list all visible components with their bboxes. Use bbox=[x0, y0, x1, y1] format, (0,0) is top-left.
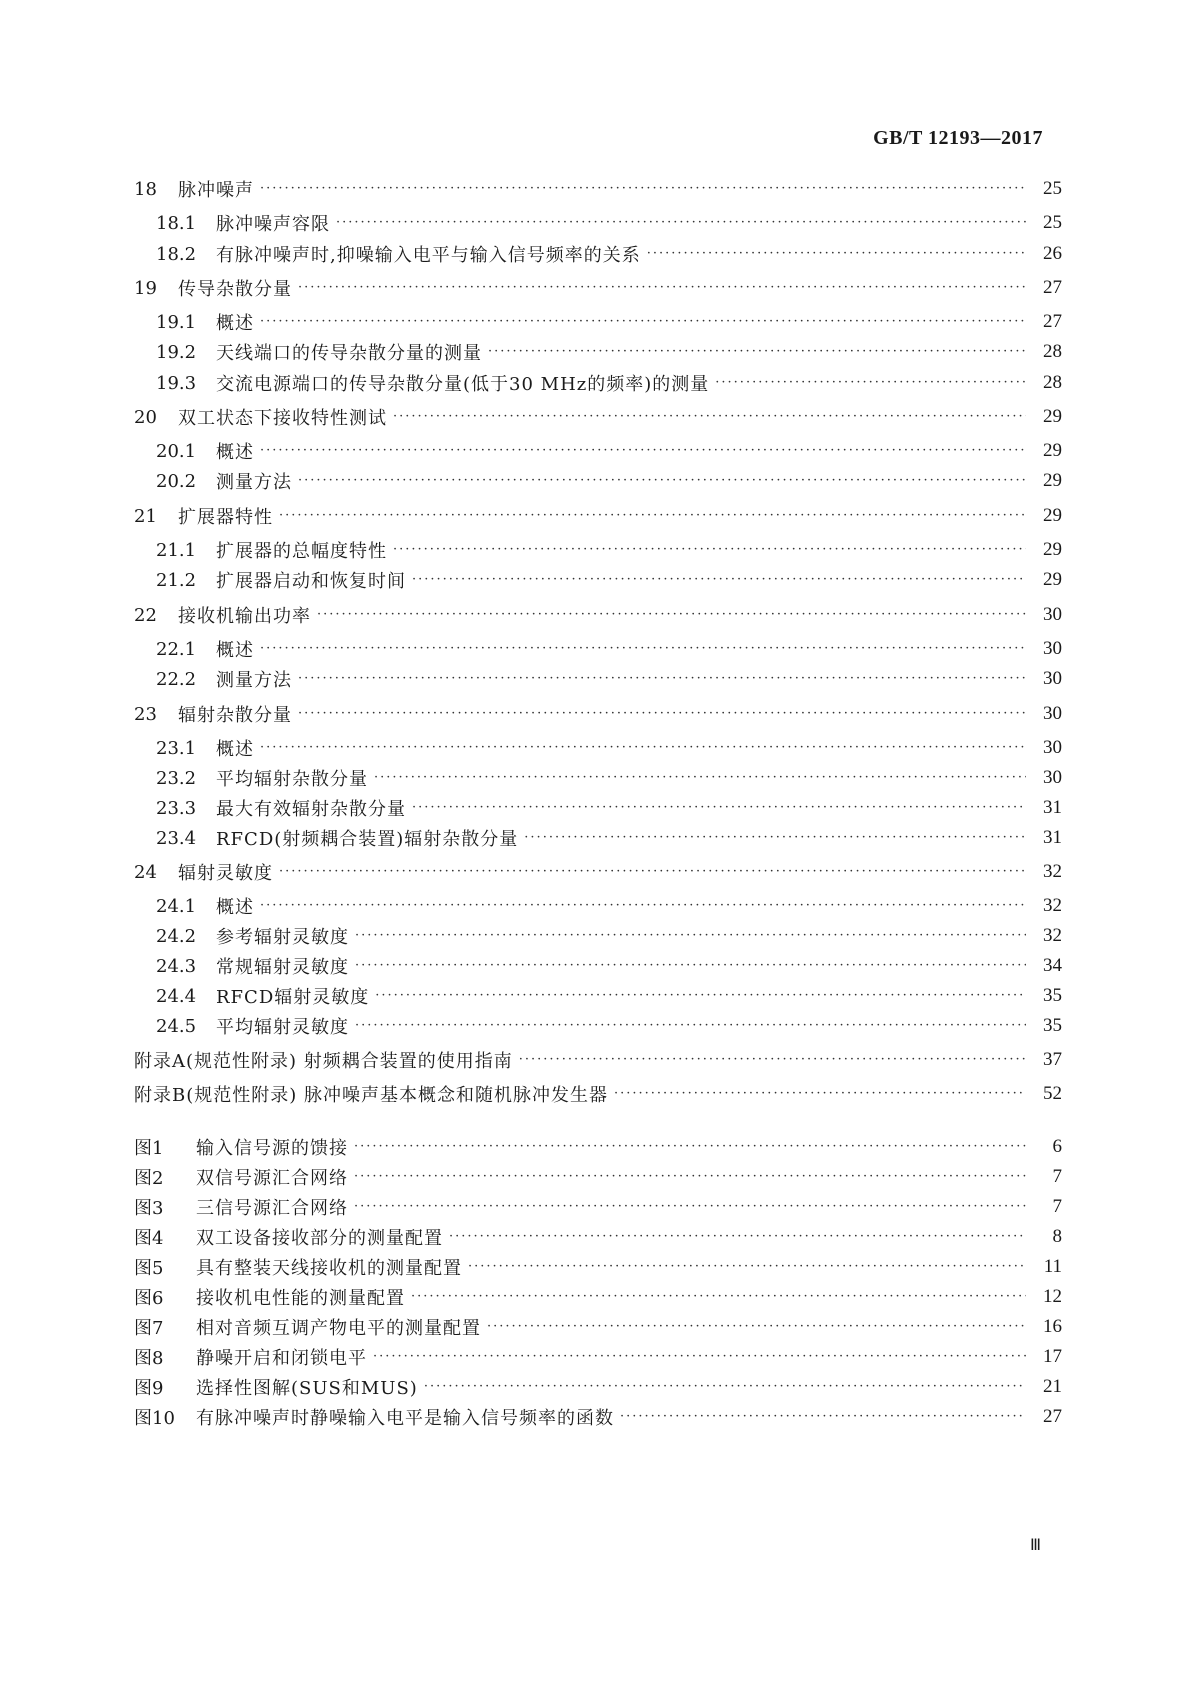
toc-entry-number: 20 bbox=[134, 406, 157, 428]
toc-entry-title: 常规辐射灵敏度 bbox=[216, 957, 349, 978]
toc-entry bbox=[156, 636, 1062, 662]
toc-entry-number: 20.1 bbox=[156, 440, 197, 462]
figure-page: 12 bbox=[1043, 1286, 1062, 1307]
toc-entry-number: 23.1 bbox=[156, 737, 197, 759]
toc-entry-number: 18 bbox=[134, 178, 157, 200]
toc-entry-number: 21.2 bbox=[156, 569, 197, 591]
toc-entry-title: 接收机输出功率 bbox=[178, 606, 311, 627]
toc-entry bbox=[156, 983, 1062, 1009]
toc-entry bbox=[156, 1013, 1062, 1039]
toc-entry-page: 27 bbox=[1043, 311, 1062, 332]
toc-entry-title: 辐射灵敏度 bbox=[178, 863, 273, 884]
toc-leader-dots bbox=[260, 176, 1026, 202]
toc-entry-title: 概述 bbox=[216, 442, 254, 463]
toc-entry bbox=[156, 370, 1062, 396]
toc-entry-number: 19.2 bbox=[156, 341, 197, 363]
figure-number: 图1 bbox=[134, 1138, 164, 1159]
toc-entry bbox=[156, 953, 1062, 979]
toc-entry-number: 19 bbox=[134, 277, 157, 299]
toc-leader-dots bbox=[424, 1374, 1026, 1400]
figure-list-entry bbox=[134, 1164, 1062, 1190]
toc-entry-number: 22.2 bbox=[156, 668, 197, 690]
toc-entry bbox=[156, 666, 1062, 692]
toc-entry bbox=[156, 309, 1062, 335]
toc-entry-page: 37 bbox=[1043, 1049, 1062, 1070]
toc-entry bbox=[156, 923, 1062, 949]
toc-entry-title: RFCD辐射灵敏度 bbox=[216, 987, 370, 1008]
toc-entry bbox=[156, 210, 1062, 236]
figure-list-entry bbox=[134, 1314, 1062, 1340]
toc-entry bbox=[134, 1047, 1062, 1073]
toc-entry-page: 29 bbox=[1043, 539, 1062, 560]
figure-title: 有脉冲噪声时静噪输入电平是输入信号频率的函数 bbox=[196, 1408, 614, 1429]
toc-leader-dots bbox=[336, 210, 1026, 236]
figure-number: 图4 bbox=[134, 1228, 164, 1249]
toc-entry-title: 附录A(规范性附录) 射频耦合装置的使用指南 bbox=[134, 1051, 513, 1072]
toc-entry bbox=[156, 241, 1062, 267]
toc-entry bbox=[134, 1081, 1062, 1107]
toc-entry-page: 29 bbox=[1043, 470, 1062, 491]
toc-entry-number: 22 bbox=[134, 604, 157, 626]
toc-entry-page: 35 bbox=[1043, 1015, 1062, 1036]
toc-leader-dots bbox=[374, 765, 1026, 791]
figure-number: 图10 bbox=[134, 1408, 175, 1429]
toc-entry-page: 25 bbox=[1043, 178, 1062, 199]
figure-page: 11 bbox=[1043, 1256, 1062, 1277]
toc-entry-number: 24.5 bbox=[156, 1015, 197, 1037]
toc-entry-title: 概述 bbox=[216, 897, 254, 918]
toc-entry-page: 28 bbox=[1043, 372, 1062, 393]
toc-entry-title: 最大有效辐射杂散分量 bbox=[216, 799, 406, 820]
toc-entry-page: 31 bbox=[1043, 797, 1062, 818]
toc-entry-page: 32 bbox=[1043, 925, 1062, 946]
toc-entry bbox=[134, 602, 1062, 628]
toc-entry-page: 26 bbox=[1043, 243, 1062, 264]
toc-leader-dots bbox=[317, 602, 1026, 628]
toc-entry-page: 30 bbox=[1043, 703, 1062, 724]
toc-entry-number: 19.1 bbox=[156, 311, 197, 333]
toc-entry-number: 23 bbox=[134, 703, 157, 725]
toc-leader-dots bbox=[355, 953, 1026, 979]
toc-entry-number: 24 bbox=[134, 861, 157, 883]
toc-entry-title: 扩展器启动和恢复时间 bbox=[216, 571, 406, 592]
figure-title: 相对音频互调产物电平的测量配置 bbox=[196, 1318, 481, 1339]
toc-leader-dots bbox=[449, 1224, 1026, 1250]
toc-entry-title: 扩展器的总幅度特性 bbox=[216, 541, 387, 562]
figure-number: 图7 bbox=[134, 1318, 164, 1339]
toc-entry-title: 交流电源端口的传导杂散分量(低于30 MHz的频率)的测量 bbox=[216, 374, 710, 395]
toc-entry bbox=[156, 339, 1062, 365]
toc-entry bbox=[156, 765, 1062, 791]
toc-leader-dots bbox=[279, 503, 1026, 529]
toc-leader-dots bbox=[260, 309, 1026, 335]
toc-entry-page: 52 bbox=[1043, 1083, 1062, 1104]
toc-entry-page: 27 bbox=[1043, 277, 1062, 298]
figure-number: 图6 bbox=[134, 1288, 164, 1309]
toc-leader-dots bbox=[411, 1284, 1026, 1310]
toc-entry-title: 概述 bbox=[216, 313, 254, 334]
toc-entry bbox=[134, 404, 1062, 430]
toc-leader-dots bbox=[468, 1254, 1026, 1280]
toc-entry bbox=[156, 825, 1062, 851]
toc-entry-title: 脉冲噪声容限 bbox=[216, 214, 330, 235]
toc-leader-dots bbox=[298, 275, 1026, 301]
toc-entry-title: 概述 bbox=[216, 640, 254, 661]
toc-entry bbox=[156, 537, 1062, 563]
toc-entry-number: 24.2 bbox=[156, 925, 197, 947]
toc-leader-dots bbox=[355, 1013, 1026, 1039]
toc-entry-number: 18.2 bbox=[156, 243, 197, 265]
toc-entry bbox=[156, 468, 1062, 494]
toc-leader-dots bbox=[620, 1404, 1026, 1430]
toc-entry-title: 平均辐射灵敏度 bbox=[216, 1017, 349, 1038]
toc-entry-title: 双工状态下接收特性测试 bbox=[178, 408, 387, 429]
toc-entry-title: 测量方法 bbox=[216, 472, 292, 493]
figure-title: 双工设备接收部分的测量配置 bbox=[196, 1228, 443, 1249]
figure-list-entry bbox=[134, 1284, 1062, 1310]
toc-entry-number: 19.3 bbox=[156, 372, 197, 394]
figure-number: 图9 bbox=[134, 1378, 164, 1399]
toc-leader-dots bbox=[373, 1344, 1026, 1370]
figure-list-entry bbox=[134, 1404, 1062, 1430]
toc-leader-dots bbox=[354, 1194, 1026, 1220]
figure-list-entry bbox=[134, 1344, 1062, 1370]
toc-leader-dots bbox=[298, 468, 1026, 494]
figure-page: 21 bbox=[1043, 1376, 1062, 1397]
figure-page: 7 bbox=[1052, 1166, 1062, 1187]
toc-entry bbox=[134, 176, 1062, 202]
toc-entry-title: RFCD(射频耦合装置)辐射杂散分量 bbox=[216, 829, 519, 850]
figure-list-entry bbox=[134, 1254, 1062, 1280]
figure-title: 静噪开启和闭锁电平 bbox=[196, 1348, 367, 1369]
toc-entry-page: 35 bbox=[1043, 985, 1062, 1006]
standard-code: GB/T 12193—2017 bbox=[873, 127, 1043, 149]
figure-number: 图5 bbox=[134, 1258, 164, 1279]
toc-entry-page: 30 bbox=[1043, 668, 1062, 689]
toc-entry-number: 24.3 bbox=[156, 955, 197, 977]
toc-entry bbox=[156, 893, 1062, 919]
toc-entry-title: 参考辐射灵敏度 bbox=[216, 927, 349, 948]
toc-entry-title: 脉冲噪声 bbox=[178, 180, 254, 201]
toc-entry-page: 32 bbox=[1043, 861, 1062, 882]
toc-entry-title: 测量方法 bbox=[216, 670, 292, 691]
toc-leader-dots bbox=[260, 893, 1026, 919]
toc-leader-dots bbox=[393, 404, 1026, 430]
toc-entry-page: 30 bbox=[1043, 767, 1062, 788]
figure-page: 27 bbox=[1043, 1406, 1062, 1427]
toc-entry-page: 29 bbox=[1043, 440, 1062, 461]
toc-entry-page: 29 bbox=[1043, 505, 1062, 526]
toc-leader-dots bbox=[260, 438, 1026, 464]
toc-leader-dots bbox=[412, 567, 1026, 593]
toc-entry-page: 34 bbox=[1043, 955, 1062, 976]
toc-leader-dots bbox=[519, 1047, 1026, 1073]
toc-leader-dots bbox=[298, 666, 1026, 692]
toc-leader-dots bbox=[488, 339, 1026, 365]
toc-leader-dots bbox=[487, 1314, 1026, 1340]
toc-entry-page: 30 bbox=[1043, 638, 1062, 659]
toc-entry-title: 扩展器特性 bbox=[178, 507, 273, 528]
toc-leader-dots bbox=[375, 983, 1026, 1009]
toc-entry bbox=[134, 859, 1062, 885]
figure-page: 7 bbox=[1052, 1196, 1062, 1217]
toc-entry-number: 18.1 bbox=[156, 212, 197, 234]
figure-title: 双信号源汇合网络 bbox=[196, 1168, 348, 1189]
figure-number: 图3 bbox=[134, 1198, 164, 1219]
toc-entry bbox=[156, 795, 1062, 821]
figure-list-entry bbox=[134, 1224, 1062, 1250]
toc-entry-title: 有脉冲噪声时,抑噪输入电平与输入信号频率的关系 bbox=[216, 245, 641, 266]
figure-title: 三信号源汇合网络 bbox=[196, 1198, 348, 1219]
page-number: Ⅲ bbox=[1030, 1537, 1042, 1554]
toc-entry-page: 32 bbox=[1043, 895, 1062, 916]
toc-entry-page: 28 bbox=[1043, 341, 1062, 362]
figure-page: 6 bbox=[1052, 1136, 1062, 1157]
toc-entry-number: 21 bbox=[134, 505, 157, 527]
figure-page: 17 bbox=[1043, 1346, 1062, 1367]
figure-list-entry bbox=[134, 1374, 1062, 1400]
figure-title: 输入信号源的馈接 bbox=[196, 1138, 348, 1159]
toc-leader-dots bbox=[260, 636, 1026, 662]
toc-leader-dots bbox=[298, 701, 1026, 727]
toc-entry-number: 24.4 bbox=[156, 985, 197, 1007]
figure-title: 具有整装天线接收机的测量配置 bbox=[196, 1258, 462, 1279]
toc-entry bbox=[134, 701, 1062, 727]
figure-number: 图8 bbox=[134, 1348, 164, 1369]
figure-title: 接收机电性能的测量配置 bbox=[196, 1288, 405, 1309]
toc-entry-page: 30 bbox=[1043, 737, 1062, 758]
figure-list-entry bbox=[134, 1134, 1062, 1160]
toc-entry-title: 概述 bbox=[216, 739, 254, 760]
toc-leader-dots bbox=[279, 859, 1026, 885]
toc-entry-title: 附录B(规范性附录) 脉冲噪声基本概念和随机脉冲发生器 bbox=[134, 1085, 608, 1106]
toc-entry-title: 平均辐射杂散分量 bbox=[216, 769, 368, 790]
toc-entry-page: 25 bbox=[1043, 212, 1062, 233]
figure-title: 选择性图解(SUS和MUS) bbox=[196, 1378, 418, 1399]
toc-entry-number: 23.3 bbox=[156, 797, 197, 819]
toc-leader-dots bbox=[715, 370, 1026, 396]
toc-leader-dots bbox=[354, 1164, 1026, 1190]
toc-entry-number: 23.2 bbox=[156, 767, 197, 789]
toc-entry-number: 24.1 bbox=[156, 895, 197, 917]
figure-page: 16 bbox=[1043, 1316, 1062, 1337]
toc-entry bbox=[134, 503, 1062, 529]
toc-entry-number: 23.4 bbox=[156, 827, 197, 849]
toc-entry bbox=[156, 567, 1062, 593]
toc-entry-number: 21.1 bbox=[156, 539, 197, 561]
figure-page: 8 bbox=[1052, 1226, 1062, 1247]
toc-entry-page: 29 bbox=[1043, 406, 1062, 427]
toc-entry-title: 天线端口的传导杂散分量的测量 bbox=[216, 343, 482, 364]
toc-entry-title: 传导杂散分量 bbox=[178, 279, 292, 300]
toc-leader-dots bbox=[524, 825, 1026, 851]
toc-leader-dots bbox=[355, 923, 1026, 949]
toc-entry-page: 29 bbox=[1043, 569, 1062, 590]
toc-entry-number: 22.1 bbox=[156, 638, 197, 660]
toc-entry bbox=[134, 275, 1062, 301]
toc-entry-page: 30 bbox=[1043, 604, 1062, 625]
toc-entry-title: 辐射杂散分量 bbox=[178, 705, 292, 726]
toc-entry-number: 20.2 bbox=[156, 470, 197, 492]
toc-leader-dots bbox=[647, 241, 1026, 267]
toc-entry bbox=[156, 735, 1062, 761]
toc-entry bbox=[156, 438, 1062, 464]
toc-leader-dots bbox=[393, 537, 1026, 563]
figure-number: 图2 bbox=[134, 1168, 164, 1189]
toc-leader-dots bbox=[614, 1081, 1026, 1107]
toc-leader-dots bbox=[260, 735, 1026, 761]
toc-leader-dots bbox=[354, 1134, 1026, 1160]
toc-entry-page: 31 bbox=[1043, 827, 1062, 848]
figure-list-entry bbox=[134, 1194, 1062, 1220]
toc-leader-dots bbox=[412, 795, 1026, 821]
